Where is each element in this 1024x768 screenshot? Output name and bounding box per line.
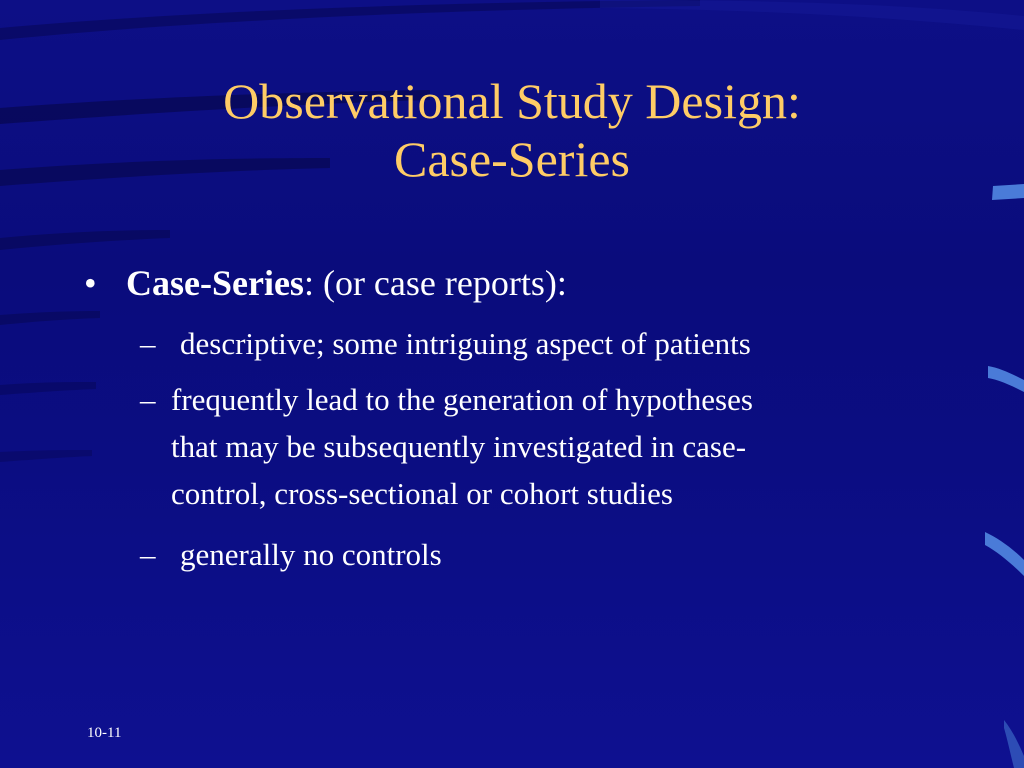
sub-bullet-text: generally no controls xyxy=(180,537,442,572)
bullet-bold-term: Case-Series xyxy=(126,263,304,303)
sub-bullet-text-line: control, cross-sectional or cohort studies xyxy=(171,476,673,511)
sub-bullet-text-line: that may be subsequently investigated in case- xyxy=(171,429,747,464)
sub-bullet-marker: – xyxy=(140,537,156,572)
bullet-rest: : (or case reports): xyxy=(303,263,567,303)
sub-bullet-marker: – xyxy=(140,326,156,361)
title-line-2: Case-Series xyxy=(393,131,631,187)
slide-number: 10-11 xyxy=(87,725,122,741)
title-line-1: Observational Study Design: xyxy=(223,73,801,129)
sub-bullet-marker: – xyxy=(140,382,156,417)
sub-bullet-text: descriptive; some intriguing aspect of patients xyxy=(180,326,751,361)
bullet-marker: • xyxy=(84,263,97,303)
bullet-main xyxy=(126,261,567,305)
sub-bullet-text-line: frequently lead to the generation of hypotheses xyxy=(171,382,753,417)
